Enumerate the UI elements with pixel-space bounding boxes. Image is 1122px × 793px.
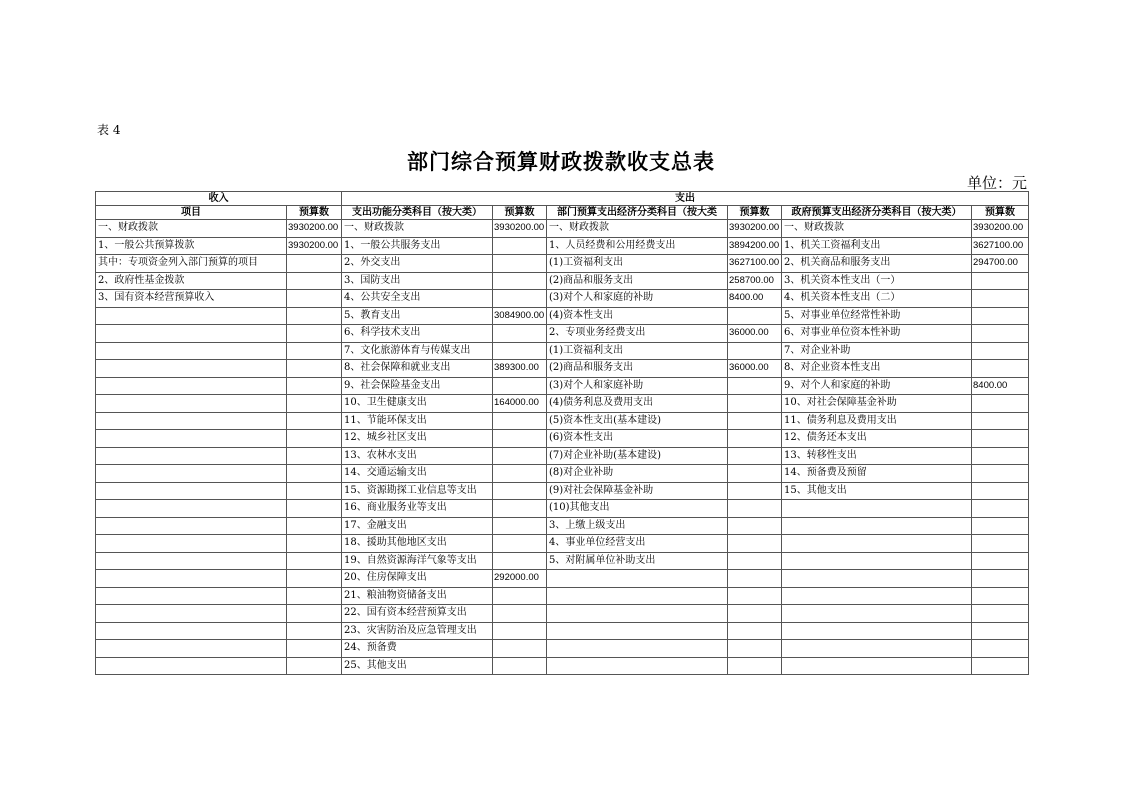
func-item-cell: 2、外交支出 — [342, 255, 493, 273]
gov-econ-item-cell: 2、机关商品和服务支出 — [782, 255, 972, 273]
dept-econ-amount-cell: 3894200.00 — [728, 237, 782, 255]
gov-econ-amount-cell — [972, 657, 1029, 675]
func-amount-cell — [493, 517, 547, 535]
gov-econ-amount-cell: 294700.00 — [972, 255, 1029, 273]
gov-econ-item-cell: 6、对事业单位资本性补助 — [782, 325, 972, 343]
gov-econ-amount-cell — [972, 307, 1029, 325]
func-item-cell: 24、预备费 — [342, 640, 493, 658]
func-item-cell: 25、其他支出 — [342, 657, 493, 675]
table-row — [96, 622, 1029, 640]
gov-econ-item-cell: 7、对企业补助 — [782, 342, 972, 360]
income-item-cell: 3、国有资本经营预算收入 — [96, 290, 287, 308]
dept-econ-amount-cell — [728, 465, 782, 483]
income-item-cell — [96, 412, 287, 430]
func-item-cell: 20、住房保障支出 — [342, 570, 493, 588]
dept-econ-amount-cell — [728, 307, 782, 325]
income-amount-cell — [287, 395, 342, 413]
dept-econ-item-cell: 4、事业单位经营支出 — [547, 535, 728, 553]
func-amount-cell — [493, 430, 547, 448]
gov-econ-amount-cell — [972, 325, 1029, 343]
dept-econ-item-cell: 一、财政拨款 — [547, 220, 728, 238]
table-row — [96, 657, 1029, 675]
income-item-cell — [96, 622, 287, 640]
dept-econ-item-cell: (6)资本性支出 — [547, 430, 728, 448]
dept-econ-item-cell: 1、人员经费和公用经费支出 — [547, 237, 728, 255]
income-item-cell — [96, 552, 287, 570]
gov-econ-item-cell — [782, 535, 972, 553]
gov-econ-amount-cell — [972, 342, 1029, 360]
income-item-cell: 一、财政拨款 — [96, 220, 287, 238]
func-item-cell: 21、粮油物资储备支出 — [342, 587, 493, 605]
income-item-cell — [96, 657, 287, 675]
income-item-cell — [96, 587, 287, 605]
dept-econ-item-cell — [547, 657, 728, 675]
func-item-cell: 18、援助其他地区支出 — [342, 535, 493, 553]
income-amount-cell — [287, 272, 342, 290]
income-item-cell — [96, 342, 287, 360]
income-amount-cell — [287, 377, 342, 395]
gov-econ-amount-cell: 3930200.00 — [972, 220, 1029, 238]
gov-econ-amount-cell: 3627100.00 — [972, 237, 1029, 255]
gov-econ-item-cell: 14、预备费及预留 — [782, 465, 972, 483]
dept-econ-item-cell: (8)对企业补助 — [547, 465, 728, 483]
dept-econ-item-cell: 3、上缴上级支出 — [547, 517, 728, 535]
func-item-cell: 1、一般公共服务支出 — [342, 237, 493, 255]
dept-econ-item-cell — [547, 570, 728, 588]
table-row — [96, 482, 1029, 500]
func-item-cell: 22、国有资本经营预算支出 — [342, 605, 493, 623]
income-item-cell — [96, 535, 287, 553]
gov-econ-class-header: 政府预算支出经济分类科目（按大类） — [782, 206, 972, 220]
income-item-cell — [96, 517, 287, 535]
gov-econ-amount-cell — [972, 360, 1029, 378]
table-row — [96, 237, 1029, 255]
func-item-cell: 17、金融支出 — [342, 517, 493, 535]
dept-econ-amount-cell — [728, 605, 782, 623]
gov-econ-item-cell: 一、财政拨款 — [782, 220, 972, 238]
func-item-cell: 16、商业服务业等支出 — [342, 500, 493, 518]
dept-econ-amount-cell — [728, 447, 782, 465]
gov-econ-amount-cell — [972, 500, 1029, 518]
func-item-cell: 5、教育支出 — [342, 307, 493, 325]
func-item-cell: 9、社会保险基金支出 — [342, 377, 493, 395]
gov-econ-item-cell: 3、机关资本性支出（一） — [782, 272, 972, 290]
gov-econ-item-cell: 12、债务还本支出 — [782, 430, 972, 448]
dept-econ-item-cell — [547, 622, 728, 640]
gov-econ-amount-cell — [972, 535, 1029, 553]
income-item-cell: 1、一般公共预算拨款 — [96, 237, 287, 255]
func-item-cell: 19、自然资源海洋气象等支出 — [342, 552, 493, 570]
gov-econ-item-cell: 15、其他支出 — [782, 482, 972, 500]
dept-econ-item-cell: (7)对企业补助(基本建设) — [547, 447, 728, 465]
dept-econ-amount-cell — [728, 517, 782, 535]
income-amount-cell — [287, 517, 342, 535]
func-amount-cell — [493, 622, 547, 640]
income-amount-cell — [287, 587, 342, 605]
table-row — [96, 255, 1029, 273]
page-title: 部门综合预算财政拨款收支总表 — [407, 149, 715, 174]
dept-econ-amount-cell: 36000.00 — [728, 325, 782, 343]
func-amount-cell — [493, 657, 547, 675]
table-row — [96, 360, 1029, 378]
table-row — [96, 500, 1029, 518]
income-amount-cell — [287, 640, 342, 658]
gov-econ-item-cell — [782, 587, 972, 605]
income-amount-cell: 3930200.00 — [287, 220, 342, 238]
dept-econ-item-cell: 5、对附属单位补助支出 — [547, 552, 728, 570]
table-row — [96, 430, 1029, 448]
dept-econ-amount-cell — [728, 640, 782, 658]
table-row — [96, 307, 1029, 325]
func-amount-cell — [493, 482, 547, 500]
table-row — [96, 640, 1029, 658]
item-column-header: 项目 — [96, 206, 287, 220]
func-item-cell: 11、节能环保支出 — [342, 412, 493, 430]
income-amount-cell: 3930200.00 — [287, 237, 342, 255]
func-item-cell: 8、社会保障和就业支出 — [342, 360, 493, 378]
dept-econ-item-cell: 2、专项业务经费支出 — [547, 325, 728, 343]
income-item-cell — [96, 430, 287, 448]
gov-econ-amount-header: 预算数 — [972, 206, 1029, 220]
income-amount-cell — [287, 605, 342, 623]
func-item-cell: 12、城乡社区支出 — [342, 430, 493, 448]
table-row — [96, 342, 1029, 360]
func-item-cell: 10、卫生健康支出 — [342, 395, 493, 413]
income-amount-cell — [287, 535, 342, 553]
func-amount-header: 预算数 — [493, 206, 547, 220]
gov-econ-amount-cell — [972, 447, 1029, 465]
func-amount-cell — [493, 255, 547, 273]
income-item-cell — [96, 570, 287, 588]
gov-econ-item-cell: 11、债务利息及费用支出 — [782, 412, 972, 430]
gov-econ-item-cell: 4、机关资本性支出（二） — [782, 290, 972, 308]
income-amount-cell — [287, 447, 342, 465]
func-amount-cell — [493, 342, 547, 360]
dept-econ-amount-cell — [728, 430, 782, 448]
income-item-cell: 其中：专项资金列入部门预算的项目 — [96, 255, 287, 273]
income-item-cell — [96, 325, 287, 343]
income-item-cell — [96, 307, 287, 325]
table-row — [96, 325, 1029, 343]
dept-econ-amount-cell — [728, 587, 782, 605]
gov-econ-item-cell: 9、对个人和家庭的补助 — [782, 377, 972, 395]
unit-label: 单位：元 — [966, 174, 1027, 192]
func-amount-cell — [493, 500, 547, 518]
income-item-cell — [96, 500, 287, 518]
income-item-cell — [96, 377, 287, 395]
dept-econ-item-cell: (4)资本性支出 — [547, 307, 728, 325]
gov-econ-item-cell — [782, 657, 972, 675]
income-item-cell — [96, 465, 287, 483]
func-amount-cell — [493, 412, 547, 430]
table-row — [96, 570, 1029, 588]
gov-econ-amount-cell — [972, 605, 1029, 623]
gov-econ-amount-cell — [972, 587, 1029, 605]
table-row — [96, 535, 1029, 553]
func-amount-cell — [493, 640, 547, 658]
dept-econ-item-cell: (3)对个人和家庭补助 — [547, 377, 728, 395]
table-row — [96, 220, 1029, 238]
table-row — [96, 412, 1029, 430]
table-row — [96, 395, 1029, 413]
gov-econ-amount-cell — [972, 570, 1029, 588]
dept-econ-amount-header: 预算数 — [728, 206, 782, 220]
income-amount-cell — [287, 482, 342, 500]
income-amount-cell — [287, 412, 342, 430]
dept-econ-amount-cell — [728, 500, 782, 518]
dept-econ-item-cell: (3)对个人和家庭的补助 — [547, 290, 728, 308]
func-amount-cell — [493, 237, 547, 255]
func-item-cell: 3、国防支出 — [342, 272, 493, 290]
func-amount-cell — [493, 377, 547, 395]
func-amount-cell — [493, 272, 547, 290]
income-amount-cell — [287, 500, 342, 518]
func-amount-cell — [493, 447, 547, 465]
dept-econ-amount-cell — [728, 377, 782, 395]
dept-econ-item-cell: (10)其他支出 — [547, 500, 728, 518]
income-amount-cell — [287, 360, 342, 378]
income-amount-cell — [287, 570, 342, 588]
gov-econ-amount-cell — [972, 412, 1029, 430]
income-item-cell — [96, 395, 287, 413]
table-row — [96, 465, 1029, 483]
dept-econ-amount-cell — [728, 622, 782, 640]
func-amount-cell — [493, 535, 547, 553]
gov-econ-amount-cell — [972, 272, 1029, 290]
income-amount-cell — [287, 325, 342, 343]
gov-econ-amount-cell — [972, 395, 1029, 413]
func-amount-cell — [493, 465, 547, 483]
func-class-header: 支出功能分类科目（按大类） — [342, 206, 493, 220]
income-item-cell — [96, 640, 287, 658]
gov-econ-item-cell — [782, 622, 972, 640]
func-item-cell: 4、公共安全支出 — [342, 290, 493, 308]
gov-econ-amount-cell — [972, 482, 1029, 500]
table-row — [96, 377, 1029, 395]
gov-econ-amount-cell — [972, 622, 1029, 640]
income-amount-cell — [287, 465, 342, 483]
budget-summary-table — [95, 191, 1029, 675]
income-amount-cell — [287, 307, 342, 325]
dept-econ-amount-cell — [728, 482, 782, 500]
dept-econ-amount-cell — [728, 552, 782, 570]
table-row — [96, 517, 1029, 535]
dept-econ-amount-cell: 258700.00 — [728, 272, 782, 290]
gov-econ-amount-cell — [972, 430, 1029, 448]
gov-econ-item-cell — [782, 570, 972, 588]
income-amount-cell — [287, 255, 342, 273]
expense-header: 支出 — [342, 192, 1029, 206]
table-row — [96, 587, 1029, 605]
func-amount-cell — [493, 605, 547, 623]
func-amount-cell: 3084900.00 — [493, 307, 547, 325]
gov-econ-amount-cell — [972, 290, 1029, 308]
func-item-cell: 15、资源勘探工业信息等支出 — [342, 482, 493, 500]
dept-econ-item-cell — [547, 640, 728, 658]
func-item-cell: 14、交通运输支出 — [342, 465, 493, 483]
income-amount-cell — [287, 342, 342, 360]
func-item-cell: 一、财政拨款 — [342, 220, 493, 238]
func-item-cell: 13、农林水支出 — [342, 447, 493, 465]
income-header: 收入 — [96, 192, 342, 206]
table-label: 表 4 — [97, 123, 121, 137]
table-row — [96, 605, 1029, 623]
dept-econ-amount-cell — [728, 535, 782, 553]
func-amount-cell — [493, 290, 547, 308]
income-amount-header: 预算数 — [287, 206, 342, 220]
func-item-cell: 7、文化旅游体育与传媒支出 — [342, 342, 493, 360]
dept-econ-amount-cell — [728, 342, 782, 360]
gov-econ-item-cell — [782, 605, 972, 623]
dept-econ-item-cell — [547, 587, 728, 605]
gov-econ-amount-cell — [972, 552, 1029, 570]
gov-econ-item-cell — [782, 517, 972, 535]
gov-econ-amount-cell — [972, 465, 1029, 483]
gov-econ-item-cell: 5、对事业单位经常性补助 — [782, 307, 972, 325]
gov-econ-item-cell — [782, 500, 972, 518]
dept-econ-item-cell: (4)债务利息及费用支出 — [547, 395, 728, 413]
dept-econ-amount-cell: 36000.00 — [728, 360, 782, 378]
dept-econ-item-cell: (5)资本性支出(基本建设) — [547, 412, 728, 430]
income-amount-cell — [287, 622, 342, 640]
func-item-cell: 23、灾害防治及应急管理支出 — [342, 622, 493, 640]
dept-econ-amount-cell: 3627100.00 — [728, 255, 782, 273]
dept-econ-item-cell: (1)工资福利支出 — [547, 255, 728, 273]
table-row — [96, 272, 1029, 290]
func-amount-cell — [493, 587, 547, 605]
table-row — [96, 447, 1029, 465]
func-amount-cell: 389300.00 — [493, 360, 547, 378]
gov-econ-item-cell — [782, 552, 972, 570]
dept-econ-item-cell: (2)商品和服务支出 — [547, 360, 728, 378]
income-amount-cell — [287, 430, 342, 448]
gov-econ-amount-cell — [972, 640, 1029, 658]
gov-econ-amount-cell: 8400.00 — [972, 377, 1029, 395]
dept-econ-amount-cell: 3930200.00 — [728, 220, 782, 238]
dept-econ-item-cell — [547, 605, 728, 623]
func-item-cell: 6、科学技术支出 — [342, 325, 493, 343]
income-item-cell — [96, 360, 287, 378]
func-amount-cell — [493, 325, 547, 343]
func-amount-cell: 292000.00 — [493, 570, 547, 588]
table-body — [96, 220, 1029, 675]
func-amount-cell: 3930200.00 — [493, 220, 547, 238]
income-item-cell — [96, 605, 287, 623]
income-amount-cell — [287, 552, 342, 570]
dept-econ-item-cell: (2)商品和服务支出 — [547, 272, 728, 290]
income-item-cell: 2、政府性基金拨款 — [96, 272, 287, 290]
gov-econ-item-cell: 8、对企业资本性支出 — [782, 360, 972, 378]
dept-econ-item-cell: (1)工资福利支出 — [547, 342, 728, 360]
dept-econ-amount-cell — [728, 412, 782, 430]
dept-econ-amount-cell — [728, 570, 782, 588]
income-item-cell — [96, 447, 287, 465]
income-amount-cell — [287, 290, 342, 308]
gov-econ-item-cell — [782, 640, 972, 658]
table-row — [96, 552, 1029, 570]
dept-econ-amount-cell — [728, 657, 782, 675]
income-amount-cell — [287, 657, 342, 675]
gov-econ-item-cell: 1、机关工资福利支出 — [782, 237, 972, 255]
table-row — [96, 290, 1029, 308]
income-item-cell — [96, 482, 287, 500]
dept-econ-amount-cell: 8400.00 — [728, 290, 782, 308]
gov-econ-item-cell: 10、对社会保障基金补助 — [782, 395, 972, 413]
func-amount-cell — [493, 552, 547, 570]
dept-econ-amount-cell — [728, 395, 782, 413]
dept-econ-class-header: 部门预算支出经济分类科目（按大类 — [547, 206, 728, 220]
gov-econ-item-cell: 13、转移性支出 — [782, 447, 972, 465]
func-amount-cell: 164000.00 — [493, 395, 547, 413]
gov-econ-amount-cell — [972, 517, 1029, 535]
dept-econ-item-cell: (9)对社会保障基金补助 — [547, 482, 728, 500]
